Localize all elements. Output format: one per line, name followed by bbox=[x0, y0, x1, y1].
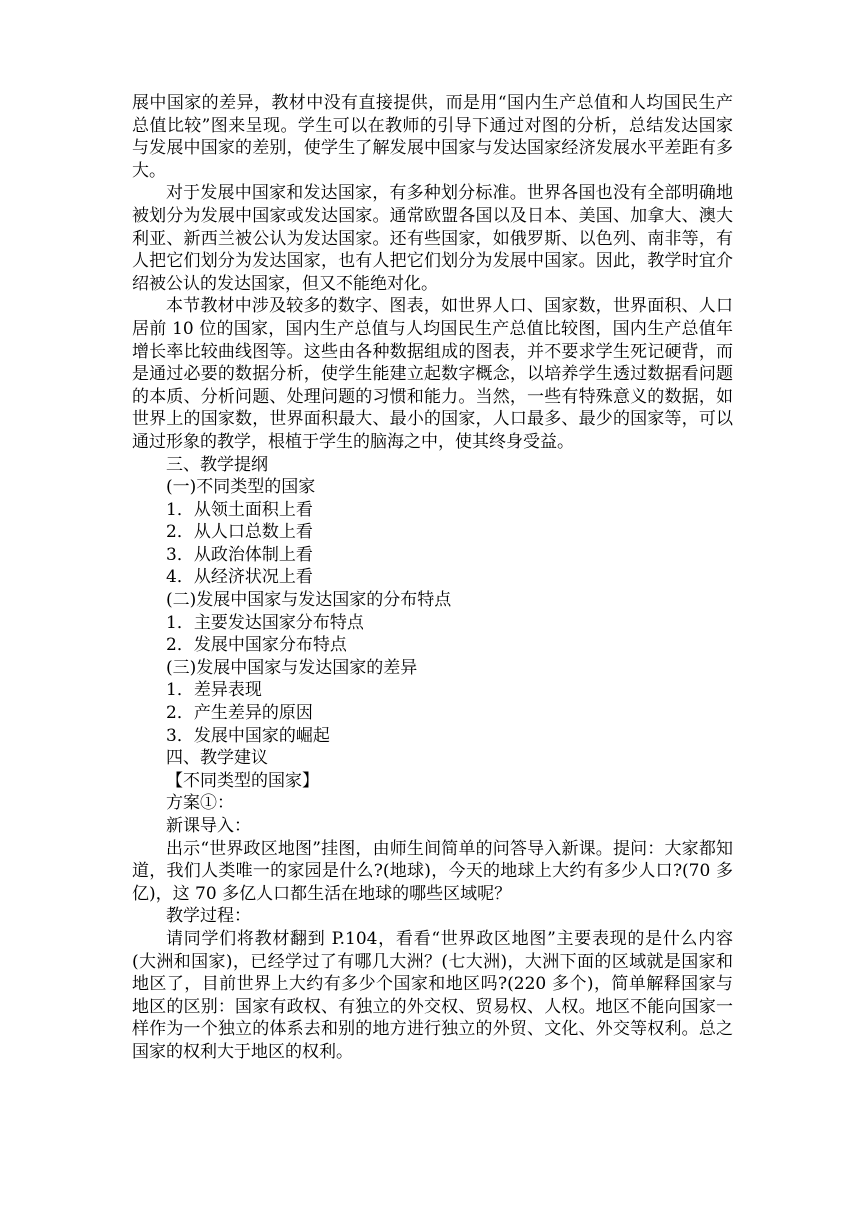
section-heading-outline: 三、教学提纲 bbox=[166, 454, 268, 475]
process-paragraph: 请同学们将教材翻到 P.104，看看“世界政区地图”主要表现的是什么内容(大洲和国家)，已经学过了有哪几大洲？(七大洲)，大洲下面的区域就是国家和地区了，目前世界上大约有多少个国家和地区吗?(220 多个)，简单解释国家与地区的区别：国家有政权、有独立的外交权、贸易权、人权。地区不能向国家一样作为一个独立的体系去和别的地方进行独立的外贸、文化、外交等权利。总之国家的权利大于地区的权利。 bbox=[132, 928, 733, 1062]
paragraph-3: 本节教材中涉及较多的数字、图表，如世界人口、国家数，世界面积、人口居前 10 位的国家，国内生产总值与人均国民生产总值比较图，国内生产总值年增长率比较曲线图等。这些由各种数据组成的图表，并不要求学生死记硬背，而是通过必要的数据分析，使学生能建立起数字概念，以培养学生透过数据看问题的本质、分析问题、处理问题的习惯和能力。当然，一些有特殊意义的数据，如世界上的国家数，世界面积最大、最小的国家，人口最多、最少的国家等，可以通过形象的教学，根植于学生的脑海之中，使其终身受益。 bbox=[132, 296, 733, 452]
outline-item: 2．产生差异的原因 bbox=[166, 703, 313, 724]
outline-item: 2．从人口总数上看 bbox=[166, 522, 313, 543]
outline-item: (三)发展中国家与发达国家的差异 bbox=[166, 657, 418, 678]
outline-item: (二)发展中国家与发达国家的分布特点 bbox=[166, 590, 452, 611]
outline-item: 1．主要发达国家分布特点 bbox=[166, 612, 364, 633]
intro-paragraph: 出示“世界政区地图”挂图，由师生间简单的问答导入新课。提问：大家都知道，我们人类唯一的家园是什么?(地球)，今天的地球上大约有多少人口?(70 多亿)，这 70 多亿人口都生活在地球的哪些区域呢？ bbox=[132, 838, 733, 904]
section-heading-suggestions: 四、教学建议 bbox=[166, 748, 268, 769]
outline-item: (一)不同类型的国家 bbox=[166, 477, 316, 498]
outline-item: 1．从领土面积上看 bbox=[166, 499, 313, 520]
intro-label: 新课导入： bbox=[166, 816, 251, 836]
outline-item: 3．发展中国家的崛起 bbox=[166, 725, 330, 746]
paragraph-1: 展中国家的差异，教材中没有直接提供，而是用“国内生产总值和人均国民生产总值比较”图来呈现。学生可以在教师的引导下通过对图的分析，总结发达国家与发展中国家的差别，使学生了解发展中国家与发达国家经济发展水平差距有多大。 bbox=[132, 93, 733, 181]
plan-label: 方案①： bbox=[166, 793, 234, 814]
outline-item: 4．从经济状况上看 bbox=[166, 567, 313, 588]
outline-item: 2．发展中国家分布特点 bbox=[166, 635, 347, 656]
paragraph-2: 对于发展中国家和发达国家，有多种划分标准。世界各国也没有全部明确地被划分为发展中国家或发达国家。通常欧盟各国以及日本、美国、加拿大、澳大利亚、新西兰被公认为发达国家。还有些国家，如俄罗斯、以色列、南非等，有人把它们划分为发达国家，也有人把它们划分为发展中国家。因此，教学时宜介绍被公认的发达国家，但又不能绝对化。 bbox=[132, 183, 733, 294]
subsection-heading: 【不同类型的国家】 bbox=[166, 770, 319, 791]
outline-item: 3．从政治体制上看 bbox=[166, 544, 313, 565]
process-heading: 教学过程： bbox=[166, 906, 251, 927]
outline-item: 1．差异表现 bbox=[166, 680, 262, 701]
